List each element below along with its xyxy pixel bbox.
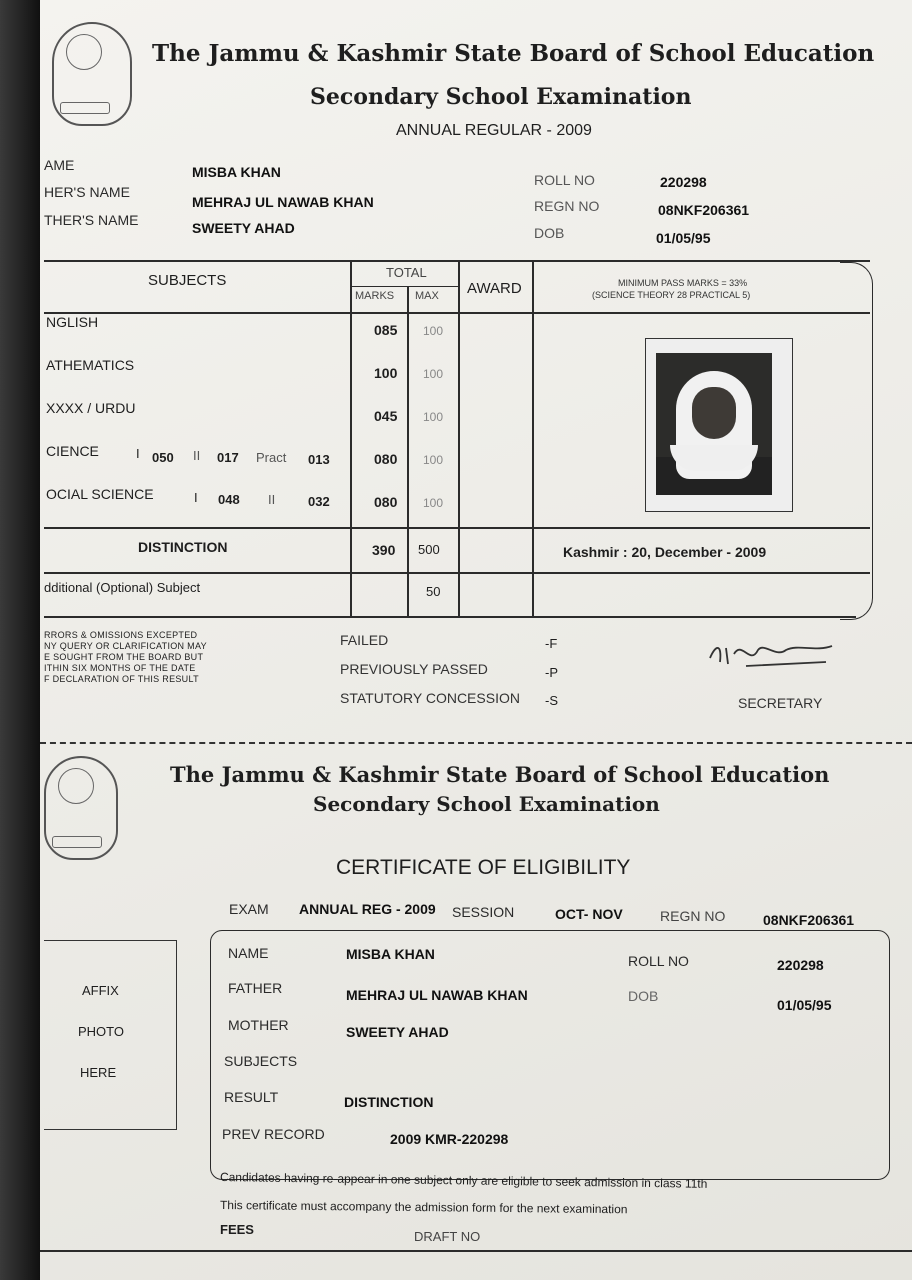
draft-no-label: DRAFT NO bbox=[414, 1229, 481, 1244]
regn-number: 08NKF206361 bbox=[658, 202, 750, 218]
errors-note bbox=[44, 630, 207, 685]
dob-label: DOB bbox=[534, 225, 565, 241]
science-part1-marks: 050 bbox=[152, 450, 174, 465]
social-part2-marks: 032 bbox=[308, 494, 330, 509]
exam-value: ANNUAL REG - 2009 bbox=[299, 901, 436, 917]
max-english: 100 bbox=[423, 324, 444, 338]
board-seal-icon bbox=[52, 22, 132, 126]
legend-previously-passed: PREVIOUSLY PASSED bbox=[340, 661, 488, 677]
candidate-photo bbox=[645, 338, 793, 512]
certificate-exam-title: Secondary School Examination bbox=[313, 792, 660, 816]
marks-mathematics: 100 bbox=[374, 365, 398, 381]
subject-mathematics: ATHEMATICS bbox=[46, 357, 135, 373]
legend-failed: FAILED bbox=[340, 632, 389, 648]
roll-label: ROLL NO bbox=[534, 172, 595, 188]
cert-father-label: FATHER bbox=[228, 980, 283, 996]
marks-urdu: 045 bbox=[374, 408, 398, 424]
father-name: MEHRAJ UL NAWAB KHAN bbox=[192, 194, 374, 210]
board-seal-icon bbox=[44, 756, 118, 860]
social-part1-label: I bbox=[194, 490, 198, 505]
cert-roll-label: ROLL NO bbox=[628, 953, 689, 969]
board-title: The Jammu & Kashmir State Board of School Education bbox=[152, 40, 875, 67]
subject-science: CIENCE bbox=[46, 443, 99, 459]
photo-text: PHOTO bbox=[78, 1024, 124, 1039]
cert-regn-label: REGN NO bbox=[660, 908, 726, 924]
note-line: ITHIN SIX MONTHS OF THE DATE bbox=[44, 663, 196, 673]
award-header: AWARD bbox=[467, 280, 522, 297]
declaration-date: Kashmir : 20, December - 2009 bbox=[563, 544, 767, 560]
cut-line bbox=[40, 742, 912, 744]
max-science: 100 bbox=[423, 453, 444, 467]
cert-result-value: DISTINCTION bbox=[344, 1094, 434, 1110]
secretary-label: SECRETARY bbox=[738, 695, 823, 711]
marks-header: MARKS bbox=[355, 290, 395, 302]
dob-value: 01/05/95 bbox=[656, 230, 711, 246]
cert-result-label: RESULT bbox=[224, 1089, 279, 1105]
legend-passed-code: -P bbox=[545, 665, 558, 680]
marks-science: 080 bbox=[374, 451, 398, 467]
cert-prev-record-label: PREV RECORD bbox=[222, 1126, 325, 1142]
cert-regn-value: 08NKF206361 bbox=[763, 912, 855, 928]
science-part1-label: I bbox=[136, 446, 140, 461]
cert-father-value: MEHRAJ UL NAWAB KHAN bbox=[346, 987, 528, 1003]
exam-title: Secondary School Examination bbox=[310, 84, 692, 110]
mother-name: SWEETY AHAD bbox=[192, 220, 295, 236]
eligibility-note: Candidates having re-appear in one subject only are eligible to seek admission in class 11th bbox=[219, 1170, 708, 1191]
exam-label: EXAM bbox=[229, 901, 269, 917]
result-distinction: DISTINCTION bbox=[138, 539, 228, 555]
father-label: HER'S NAME bbox=[44, 184, 130, 200]
accompany-note: This certificate must accompany the admission form for the next examination bbox=[219, 1198, 628, 1217]
cert-name-value: MISBA KHAN bbox=[346, 946, 435, 962]
note-line: RRORS & OMISSIONS EXCEPTED bbox=[44, 630, 198, 640]
certificate-heading: CERTIFICATE OF ELIGIBILITY bbox=[336, 856, 631, 879]
bottom-line bbox=[40, 1250, 912, 1252]
cert-dob-value: 01/05/95 bbox=[777, 997, 832, 1013]
note-line: NY QUERY OR CLARIFICATION MAY bbox=[44, 641, 207, 651]
total-max: 500 bbox=[418, 542, 440, 557]
subject-social-science: OCIAL SCIENCE bbox=[46, 486, 154, 502]
here-text: HERE bbox=[80, 1065, 117, 1080]
subject-english: NGLISH bbox=[46, 314, 99, 330]
cert-mother-label: MOTHER bbox=[228, 1017, 289, 1033]
science-part2-label: II bbox=[193, 448, 201, 463]
cert-prev-record-value: 2009 KMR-220298 bbox=[390, 1131, 509, 1147]
optional-max: 50 bbox=[426, 584, 441, 599]
name-label: AME bbox=[44, 157, 75, 173]
cert-dob-label: DOB bbox=[628, 988, 659, 1004]
science-pract-marks: 013 bbox=[308, 452, 330, 467]
session-title: ANNUAL REGULAR - 2009 bbox=[396, 122, 592, 139]
max-social-science: 100 bbox=[423, 496, 444, 510]
subject-urdu: XXXX / URDU bbox=[46, 400, 136, 416]
total-marks: 390 bbox=[372, 542, 396, 558]
min-pass-line1: MINIMUM PASS MARKS = 33% bbox=[618, 278, 748, 288]
max-urdu: 100 bbox=[423, 410, 444, 424]
affix-text: AFFIX bbox=[82, 983, 119, 998]
legend-failed-code: -F bbox=[545, 636, 558, 651]
cert-roll-value: 220298 bbox=[777, 957, 824, 973]
marks-english: 085 bbox=[374, 322, 398, 338]
cert-subjects-label: SUBJECTS bbox=[224, 1053, 298, 1069]
min-pass-line2: (SCIENCE THEORY 28 PRACTICAL 5) bbox=[592, 290, 751, 300]
mother-label: THER'S NAME bbox=[44, 212, 139, 228]
candidate-name: MISBA KHAN bbox=[192, 164, 281, 180]
note-line: E SOUGHT FROM THE BOARD BUT bbox=[44, 652, 204, 662]
note-line: F DECLARATION OF THIS RESULT bbox=[44, 674, 199, 684]
certificate-board-title: The Jammu & Kashmir State Board of School Education bbox=[170, 762, 830, 787]
affix-photo-box bbox=[44, 940, 177, 1130]
legend-statutory-concession: STATUTORY CONCESSION bbox=[340, 690, 520, 706]
social-part2-label: II bbox=[268, 492, 276, 507]
fees-label: FEES bbox=[220, 1222, 254, 1237]
science-pract-label: Pract bbox=[256, 450, 287, 465]
max-mathematics: 100 bbox=[423, 367, 444, 381]
max-header: MAX bbox=[415, 290, 439, 302]
secretary-signature bbox=[706, 636, 836, 682]
science-part2-marks: 017 bbox=[217, 450, 239, 465]
cert-mother-value: SWEETY AHAD bbox=[346, 1024, 449, 1040]
legend-concession-code: -S bbox=[545, 693, 558, 708]
book-spine bbox=[0, 0, 44, 1280]
optional-subject-label: dditional (Optional) Subject bbox=[44, 580, 201, 595]
subjects-header: SUBJECTS bbox=[148, 272, 227, 289]
regn-label: REGN NO bbox=[534, 198, 600, 214]
total-header: TOTAL bbox=[386, 265, 427, 280]
session-value: OCT- NOV bbox=[555, 906, 623, 922]
roll-number: 220298 bbox=[660, 174, 707, 190]
marks-social-science: 080 bbox=[374, 494, 398, 510]
cert-name-label: NAME bbox=[228, 945, 269, 961]
social-part1-marks: 048 bbox=[218, 492, 240, 507]
session-label: SESSION bbox=[452, 904, 515, 920]
